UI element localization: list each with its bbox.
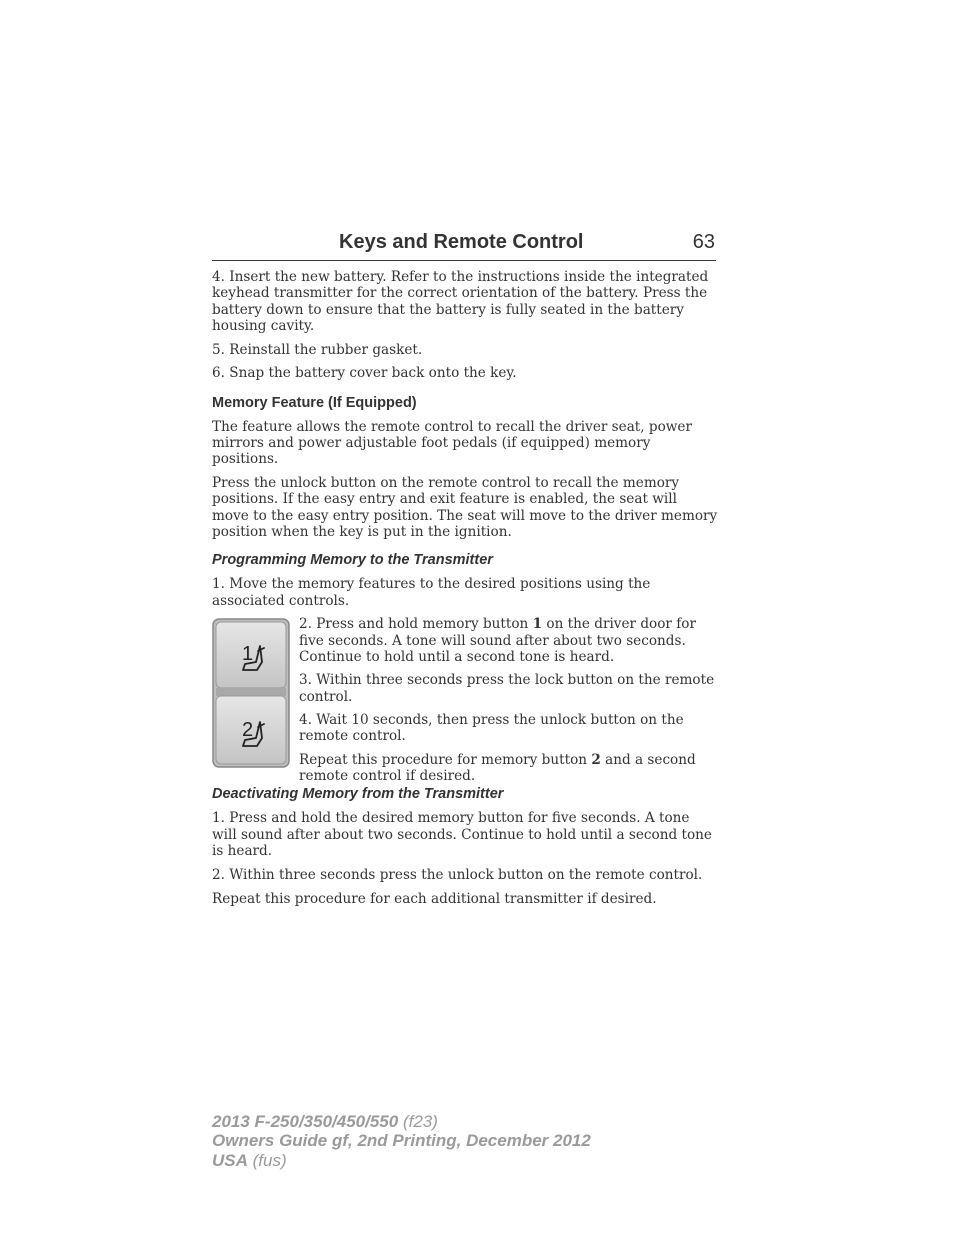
programming-step-3: 3. Within three seconds press the lock button on the remote control. (299, 672, 715, 705)
deactivating-step-1: 1. Press and hold the desired memory button for five seconds. A tone will sound after about two seconds. Continue to hold until a second tone is heard. (212, 810, 712, 860)
step-2-text-a: 2. Press and hold memory button (299, 616, 533, 633)
memory-feature-heading: Memory Feature (If Equipped) (212, 394, 417, 411)
repeat-text-b: and a second remote control if desired. (299, 751, 696, 784)
repeat-button-number: 2 (591, 751, 601, 768)
footer-model-line (212, 1112, 591, 1131)
deactivating-repeat: Repeat this procedure for each additional transmitter if desired. (212, 890, 657, 907)
programming-step-4: 4. Wait 10 seconds, then press the unlock button on the remote control. (299, 711, 684, 745)
footer-model-code: (f23) (398, 1112, 438, 1131)
memory-button-2-label: 2 (242, 719, 254, 742)
memory-recall-paragraph: Press the unlock button on the remote control to recall the memory positions. If the easy entry and exit feature is enabled, the seat will move to the easy entry position. The seat will move to the driver memory position when the key is put in the ignition. (212, 475, 718, 541)
footer-market: USA (212, 1150, 248, 1170)
footer-market-code: (fus) (247, 1150, 287, 1170)
memory-button-2 (216, 696, 286, 764)
page-header (212, 228, 716, 261)
memory-buttons-figure (212, 618, 290, 768)
memory-button-1 (216, 622, 286, 688)
footer-market-line (212, 1151, 591, 1170)
memory-intro-paragraph: The feature allows the remote control to recall the driver seat, power mirrors and power adjustable foot pedals (if equipped) memory positions. (212, 418, 692, 468)
page-content (212, 269, 718, 914)
deactivating-step-2: 2. Within three seconds press the unlock button on the remote control. (212, 866, 703, 883)
page-footer (212, 1112, 591, 1170)
step-4-paragraph: 4. Insert the new battery. Refer to the instructions inside the integrated keyhead transmitter for the correct orientation of the battery. Press the battery down to ensure that the battery is fully seated in the battery housing cavity. (212, 269, 709, 334)
memory-button-1-label: 1 (242, 643, 254, 666)
deactivating-heading: Deactivating Memory from the Transmitter (212, 786, 504, 803)
repeat-text-a: Repeat this procedure for memory button (299, 751, 592, 768)
step-6-paragraph: 6. Snap the battery cover back onto the key. (212, 365, 517, 382)
step-5-paragraph: 5. Reinstall the rubber gasket. (212, 341, 423, 358)
memory-buttons-figure-row (212, 616, 718, 786)
page-title: Keys and Remote Control (339, 231, 584, 253)
step-2-button-number: 1 (532, 616, 543, 633)
footer-guide-line: Owners Guide gf, 2nd Printing, December 2012 (212, 1131, 591, 1151)
programming-step-2 (299, 616, 719, 665)
step-2-text-b: on the driver door for five seconds. A tone will sound after about two seconds. Continue to hold until a second tone is heard. (299, 616, 696, 666)
programming-heading: Programming Memory to the Transmitter (212, 552, 493, 569)
page-number: 63 (692, 231, 715, 253)
programming-step-1: 1. Move the memory features to the desired positions using the associated controls. (212, 576, 651, 609)
footer-model: 2013 F-250/350/450/550 (212, 1112, 399, 1131)
programming-steps-text (299, 616, 719, 791)
programming-repeat (299, 752, 719, 785)
